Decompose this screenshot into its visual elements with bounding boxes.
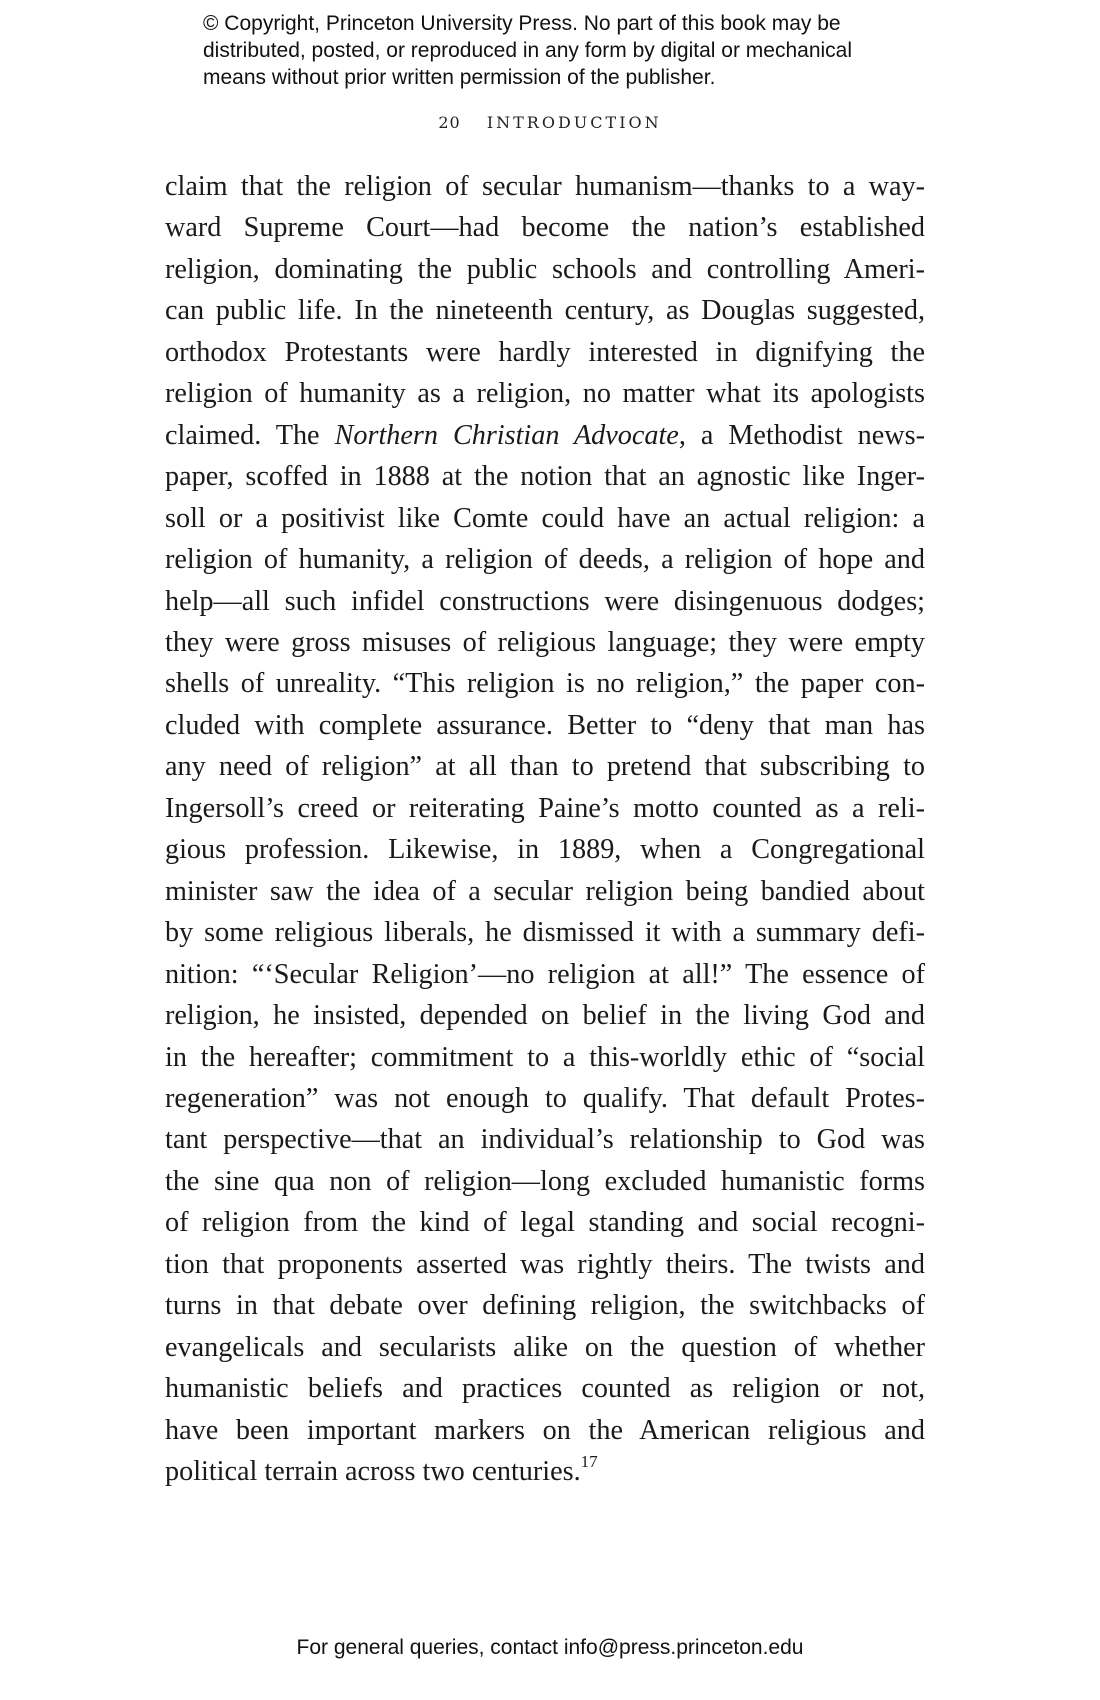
text-line: nition: “‘Secular Religion’—no religion at all!” The essence of [165,958,925,990]
copyright-line: distributed, posted, or reproduced in any form by digital or mechanical [203,39,853,62]
text-line: tant perspective—that an individual’s relationship to God was [165,1124,925,1156]
text-line: Ingersoll’s creed or reiterating Paine’s motto counted as a reli- [165,792,925,824]
text-line: by some religious liberals, he dismissed it with a summary defi- [165,917,925,949]
text-line: regeneration” was not enough to qualify. That default Protes- [165,1082,925,1114]
text-line [165,1451,925,1492]
text-line: any need of religion” at all than to pretend that subscribing to [165,751,925,783]
text-line: tion that proponents asserted was rightly theirs. The twists and [165,1248,925,1280]
text-line: can public life. In the nineteenth century, as Douglas suggested, [165,295,925,327]
footnote-marker[interactable]: 17 [580,1452,598,1472]
chapter-title: INTRODUCTION [486,113,662,132]
text-line: the sine qua non of religion—long excluded humanistic forms [165,1165,925,1197]
running-head [0,113,1100,132]
text-line: turns in that debate over defining religion, the switchbacks of [165,1290,925,1322]
page-number: 20 [438,113,461,132]
text-line: gious profession. Likewise, in 1889, when a Congregational [165,834,925,866]
text-line: minister saw the idea of a secular religion being bandied about [165,875,925,907]
text-line: shells of unreality. “This religion is no religion,” the paper con- [165,668,925,700]
copyright-line: means without prior written permission of the publisher. [203,66,716,89]
text-line: soll or a positivist like Comte could have an actual religion: a [165,502,925,534]
text-line: claim that the religion of secular humanism—thanks to a way- [165,171,925,202]
text-line: orthodox Protestants were hardly interested in dignifying the [165,336,925,368]
text-line: have been important markers on the American religious and [165,1414,925,1446]
text-line: religion, dominating the public schools and controlling Ameri- [165,253,925,285]
text-line: paper, scoffed in 1888 at the notion that an agnostic like Inger- [165,461,925,493]
text-line: religion, he insisted, depended on belief in the living God and [165,1000,925,1032]
text-segment: claimed. The [165,419,320,451]
text-line: of religion from the kind of legal standing and social recogni- [165,1207,925,1239]
text-line: humanistic beliefs and practices counted as religion or not, [165,1373,925,1405]
body-text [165,166,925,1493]
footer-contact: For general queries, contact info@press.princeton.edu [296,1636,804,1659]
text-line: cluded with complete assurance. Better to “deny that man has [165,709,925,741]
text-line: religion of humanity, a religion of deeds, a religion of hope and [165,544,925,576]
text-line [165,415,925,456]
copyright-line: © Copyright, Princeton University Press. No part of this book may be [203,12,841,35]
text-segment: , a Methodist news- [678,419,925,451]
text-line: ward Supreme Court—had become the nation’s established [165,212,925,244]
publication-title: Northern Christian Advocate [334,419,679,451]
text-line: they were gross misuses of religious language; they were empty [165,626,925,658]
text-line: help—all such infidel constructions were disingenuous dodges; [165,585,925,617]
text-line: evangelicals and secularists alike on the question of whether [165,1331,925,1363]
text-segment: political terrain across two centuries. [165,1456,581,1488]
copyright-notice [203,10,963,91]
text-line: in the hereafter; commitment to a this-worldly ethic of “social [165,1041,925,1073]
text-line: religion of humanity as a religion, no matter what its apologists [165,378,925,410]
